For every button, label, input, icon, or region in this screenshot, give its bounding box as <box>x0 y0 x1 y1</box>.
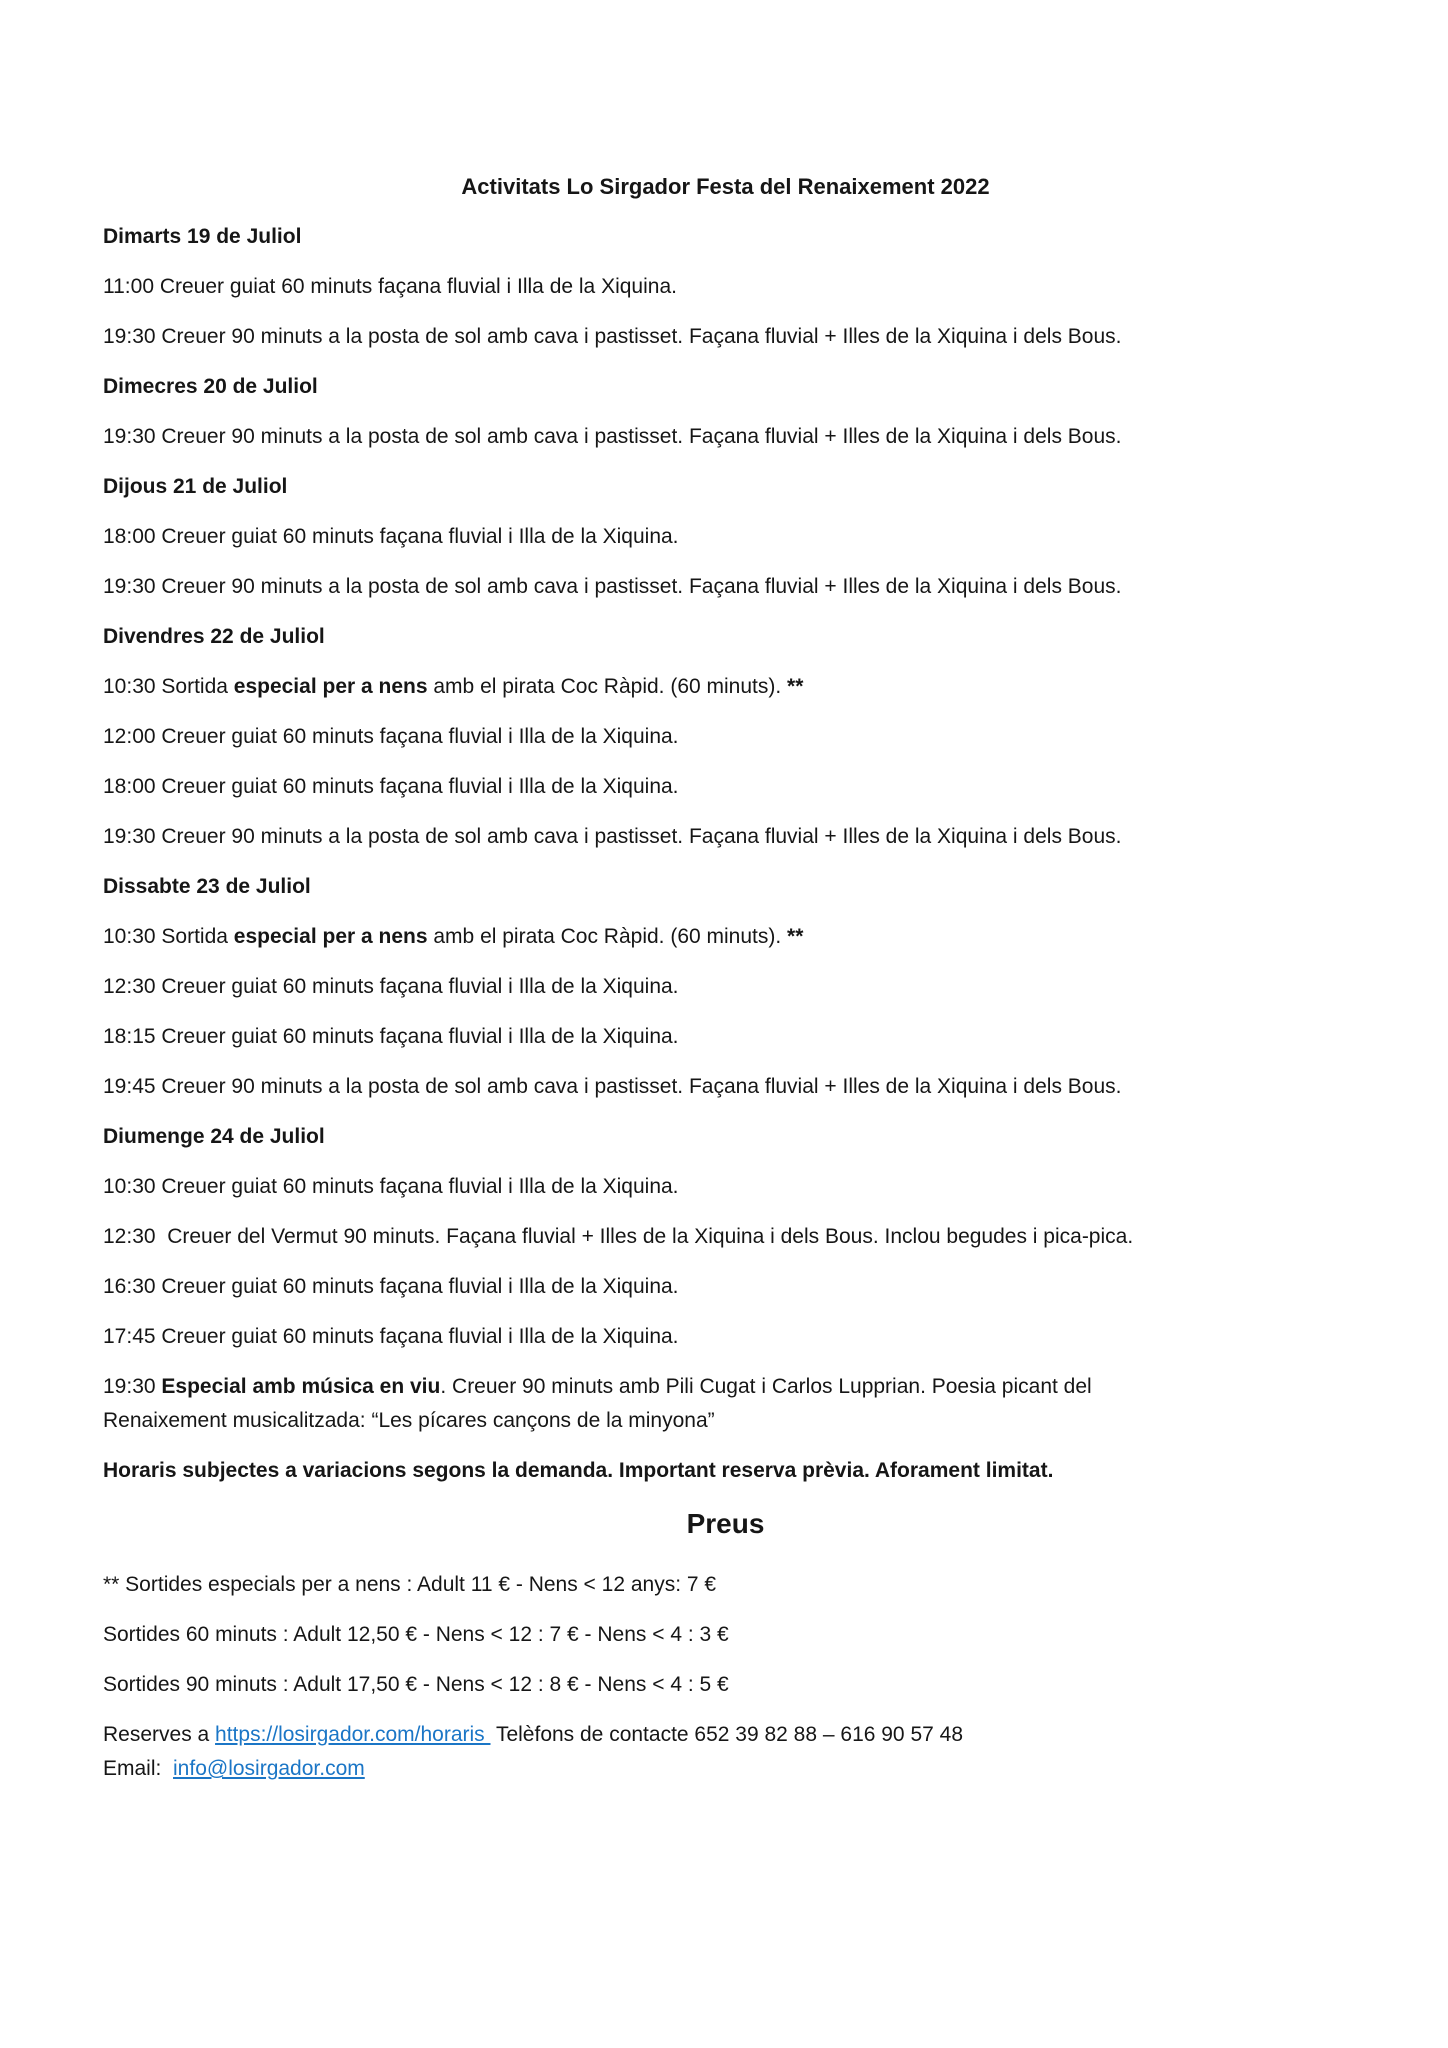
day-heading: Dimecres 20 de Juliol <box>103 375 318 398</box>
event-text-segment: 16:30 Creuer guiat 60 minuts façana fluvial i Illa de la Xiquina. <box>103 1275 679 1298</box>
event-line <box>103 1170 1348 1204</box>
price-line: Sortides 90 minuts : Adult 17,50 € - Nens < 12 : 8 € - Nens < 4 : 5 € <box>103 1673 729 1696</box>
event-text-segment: amb el pirata Coc Ràpid. (60 minuts). <box>427 675 788 698</box>
price-list <box>103 1568 1348 1702</box>
event-text-segment: 12:30 Creuer guiat 60 minuts façana fluvial i Illa de la Xiquina. <box>103 975 679 998</box>
event-line <box>103 820 1348 854</box>
event-line <box>103 1070 1348 1104</box>
notice-text: Horaris subjectes a variacions segons la demanda. Important reserva prèvia. Aforament limitat. <box>103 1459 1054 1482</box>
event-line <box>103 970 1348 1004</box>
event-bold-segment: ** <box>787 925 804 948</box>
event-text-segment: 19:30 Creuer 90 minuts a la posta de sol amb cava i pastisset. Façana fluvial + Illes de la Xiquina i dels Bous. <box>103 425 1122 448</box>
event-text-segment: 18:15 Creuer guiat 60 minuts façana fluvial i Illa de la Xiquina. <box>103 1025 679 1048</box>
event-text-segment: 12:00 Creuer guiat 60 minuts façana fluvial i Illa de la Xiquina. <box>103 725 679 748</box>
event-line <box>103 720 1348 754</box>
event-line <box>103 420 1348 454</box>
event-line <box>103 1220 1348 1254</box>
event-text-segment: Renaixement musicalitzada: “Les pícares cançons de la minyona” <box>103 1409 715 1432</box>
event-bold-segment: especial per a nens <box>233 925 428 948</box>
reserves-label: Reserves a <box>103 1723 216 1746</box>
event-text-segment: 18:00 Creuer guiat 60 minuts façana fluvial i Illa de la Xiquina. <box>103 775 679 798</box>
email-label: Email: <box>103 1757 174 1780</box>
event-text-segment: 19:30 <box>103 1375 162 1398</box>
event-line <box>103 1270 1348 1304</box>
contact-block <box>103 1718 1348 1786</box>
event-text-segment: 12:30 Creuer del Vermut 90 minuts. Façana fluvial + Illes de la Xiquina i dels Bous. Inclou begudes i pica-pica. <box>103 1225 1134 1248</box>
reserves-link[interactable]: https://losirgador.com/horaris <box>215 1723 491 1746</box>
event-line <box>103 770 1348 804</box>
event-text-segment: 11:00 Creuer guiat 60 minuts façana fluvial i Illa de la Xiquina. <box>103 275 677 298</box>
event-text-segment: 17:45 Creuer guiat 60 minuts façana fluvial i Illa de la Xiquina. <box>103 1325 679 1348</box>
event-line <box>103 570 1348 604</box>
schedule <box>103 220 1348 1438</box>
event-line <box>103 670 1348 704</box>
event-text-segment: 10:30 Sortida <box>103 925 234 948</box>
phones-text: Telèfons de contacte 652 39 82 88 – 616 90 57 48 <box>490 1723 963 1746</box>
prices-heading: Preus <box>686 1508 765 1539</box>
event-text-segment: 19:30 Creuer 90 minuts a la posta de sol amb cava i pastisset. Façana fluvial + Illes de la Xiquina i dels Bous. <box>103 825 1122 848</box>
event-text-segment: 19:30 Creuer 90 minuts a la posta de sol amb cava i pastisset. Façana fluvial + Illes de la Xiquina i dels Bous. <box>103 575 1122 598</box>
event-line <box>103 1020 1348 1054</box>
event-text-segment: 10:30 Creuer guiat 60 minuts façana fluvial i Illa de la Xiquina. <box>103 1175 679 1198</box>
page-title: Activitats Lo Sirgador Festa del Renaixement 2022 <box>461 174 990 199</box>
event-text-segment: . Creuer 90 minuts amb Pili Cugat i Carlos Lupprian. Poesia picant del <box>440 1375 1092 1398</box>
event-line <box>103 320 1348 354</box>
event-bold-segment: especial per a nens <box>233 675 428 698</box>
price-line: ** Sortides especials per a nens : Adult 11 € - Nens < 12 anys: 7 € <box>103 1573 717 1596</box>
event-text-segment: 18:00 Creuer guiat 60 minuts façana fluvial i Illa de la Xiquina. <box>103 525 679 548</box>
event-text-segment: amb el pirata Coc Ràpid. (60 minuts). <box>427 925 788 948</box>
event-text-segment: 19:45 Creuer 90 minuts a la posta de sol amb cava i pastisset. Façana fluvial + Illes de la Xiquina i dels Bous. <box>103 1075 1122 1098</box>
event-text-segment: 10:30 Sortida <box>103 675 234 698</box>
day-heading: Dijous 21 de Juliol <box>103 475 288 498</box>
price-line: Sortides 60 minuts : Adult 12,50 € - Nens < 12 : 7 € - Nens < 4 : 3 € <box>103 1623 729 1646</box>
event-line <box>103 1320 1348 1354</box>
day-heading: Dimarts 19 de Juliol <box>103 225 302 248</box>
event-bold-segment: Especial amb música en viu <box>161 1375 441 1398</box>
event-text-segment: 19:30 Creuer 90 minuts a la posta de sol amb cava i pastisset. Façana fluvial + Illes de la Xiquina i dels Bous. <box>103 325 1122 348</box>
day-heading: Divendres 22 de Juliol <box>103 625 325 648</box>
email-link[interactable]: info@losirgador.com <box>173 1757 365 1780</box>
day-heading: Diumenge 24 de Juliol <box>103 1125 325 1148</box>
event-line <box>103 270 1348 304</box>
day-heading: Dissabte 23 de Juliol <box>103 875 311 898</box>
event-line <box>103 520 1348 554</box>
event-line <box>103 920 1348 954</box>
event-bold-segment: ** <box>787 675 804 698</box>
event-line <box>103 1370 1348 1438</box>
